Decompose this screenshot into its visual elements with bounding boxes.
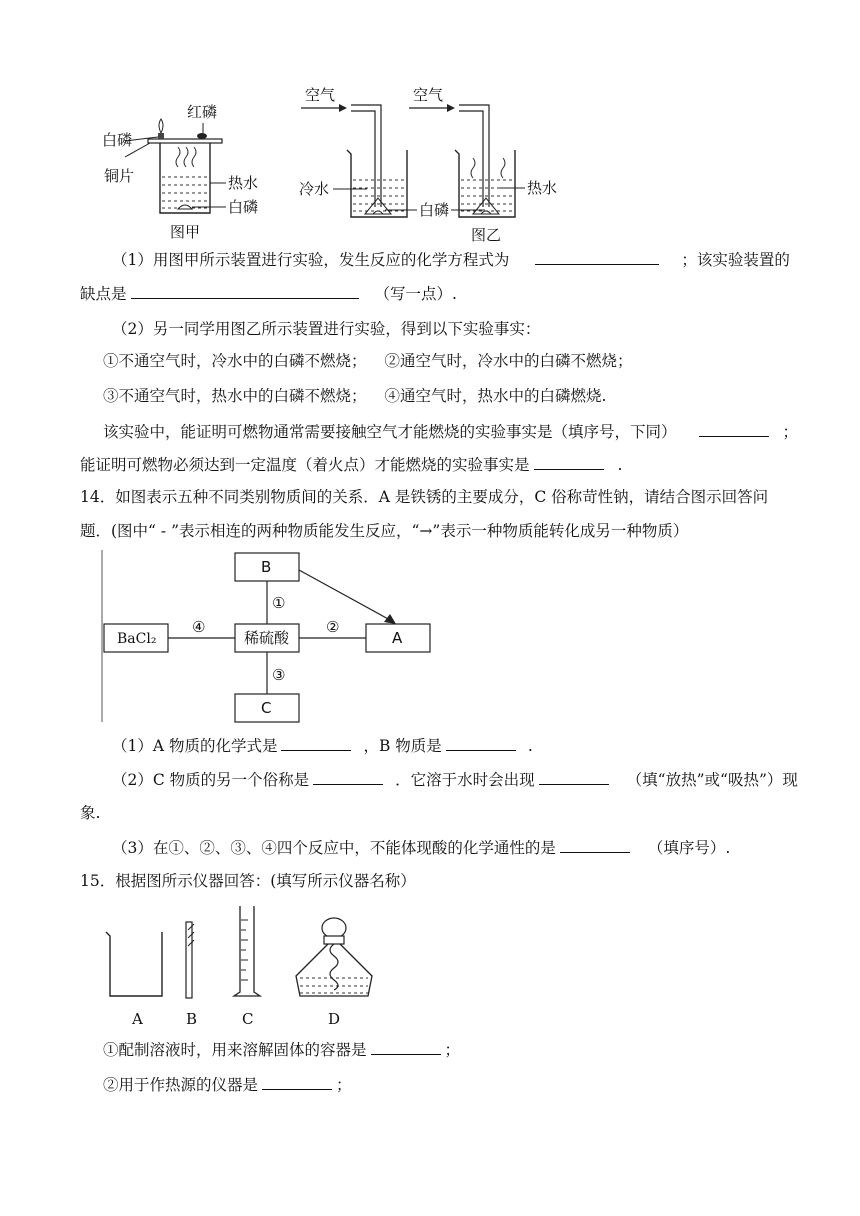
answer-blank-equation[interactable] bbox=[535, 248, 659, 265]
q14-a2-c: （填“放热”或“吸热”）现 bbox=[626, 771, 798, 789]
q13-p3-a: 该实验中，能证明可燃物通常需要接触空气才能燃烧的实验事实是（填序号，下同） bbox=[103, 423, 677, 441]
q14-a2-cont bbox=[80, 802, 780, 824]
q15-stem-text: 15．根据图所示仪器回答：(填写所示仪器名称） bbox=[80, 872, 416, 890]
q13-p1-c: 缺点是 bbox=[80, 285, 127, 303]
q14-a2-d: 象. bbox=[80, 804, 101, 822]
q13-p1-d: （写一点）. bbox=[374, 285, 457, 303]
label-air-2: 空气 bbox=[413, 86, 444, 104]
q13-p2: （2）另一同学用图乙所示装置进行实验，得到以下实验事实： bbox=[112, 320, 541, 338]
label-red-phosphorus: 红磷 bbox=[187, 103, 218, 121]
q13-p1-a: （1）用图甲所示装置进行实验，发生反应的化学方程式为 bbox=[112, 251, 510, 269]
reaction-mark-3: ③ bbox=[272, 666, 286, 684]
answer-blank-temperature-fact[interactable] bbox=[534, 453, 604, 470]
label-copper-plate: 铜片 bbox=[104, 167, 135, 185]
q15-i1-b: ； bbox=[444, 1041, 461, 1059]
label-hot-water-yi: 热水 bbox=[527, 179, 558, 197]
q14-a2-a: （2）C 物质的另一个俗称是 bbox=[112, 771, 310, 789]
q15-i1 bbox=[103, 1038, 803, 1061]
caption-yi: 图乙 bbox=[471, 226, 502, 244]
diagram-node-b: B bbox=[261, 558, 272, 576]
q13-p3-d: . bbox=[617, 456, 623, 474]
figure-yi bbox=[295, 82, 565, 247]
diagram-node-dilute-sulfuric-acid: 稀硫酸 bbox=[244, 629, 290, 647]
answer-blank-a-formula[interactable] bbox=[281, 734, 351, 751]
q14-a1 bbox=[112, 734, 812, 757]
q13-line3 bbox=[112, 318, 812, 340]
q15-i2-b: ； bbox=[336, 1076, 352, 1094]
answer-blank-c-common-name[interactable] bbox=[313, 768, 383, 785]
fact-4: ④通空气时，热水中的白磷燃烧. bbox=[384, 387, 607, 405]
q15-i2 bbox=[103, 1073, 803, 1096]
q13-facts-row1 bbox=[103, 350, 803, 372]
fact-3: ③不通空气时，热水中的白磷不燃烧； bbox=[103, 387, 367, 405]
q14-relationship-diagram bbox=[100, 550, 440, 730]
fact-1: ①不通空气时，冷水中的白磷不燃烧； bbox=[103, 352, 367, 370]
q14-a3 bbox=[112, 836, 812, 859]
q15-instruments bbox=[100, 900, 400, 1030]
q14-a3-b: （填序号）. bbox=[647, 839, 731, 857]
label-air-1: 空气 bbox=[305, 86, 336, 104]
answer-blank-heat-source[interactable] bbox=[262, 1073, 332, 1090]
q13-line2 bbox=[80, 282, 780, 305]
q15-i1-a: ①配制溶液时，用来溶解固体的容器是 bbox=[103, 1041, 367, 1059]
q13-line6 bbox=[103, 420, 803, 443]
answer-blank-dissolve-container[interactable] bbox=[371, 1038, 441, 1055]
q13-p3-b: ； bbox=[782, 423, 799, 441]
label-white-phosphorus-bottom: 白磷 bbox=[228, 198, 259, 216]
instrument-label-c: C bbox=[242, 1010, 254, 1028]
fact-2: ②通空气时，冷水中的白磷不燃烧； bbox=[384, 352, 633, 370]
caption-jia: 图甲 bbox=[170, 223, 201, 241]
instrument-label-d: D bbox=[328, 1010, 341, 1028]
q13-line1 bbox=[112, 248, 792, 271]
label-white-phosphorus-yi: 白磷 bbox=[419, 201, 450, 219]
q14-stem-text-2: 题．(图中“ - ”表示相连的两种物质能发生反应，“→”表示一种物质能转化成另一种物质） bbox=[80, 522, 689, 540]
reaction-mark-2: ② bbox=[326, 618, 340, 636]
instrument-label-a: A bbox=[132, 1010, 143, 1028]
diagram-node-c: C bbox=[261, 699, 272, 717]
diagram-node-a: A bbox=[392, 629, 403, 647]
reaction-mark-1: ① bbox=[272, 594, 286, 612]
label-white-phosphorus: 白磷 bbox=[102, 131, 133, 149]
q14-a1-b: ，B 物质是 bbox=[363, 737, 442, 755]
q13-p1-b: ；该实验装置的 bbox=[681, 251, 790, 269]
q15-stem bbox=[80, 870, 780, 892]
answer-blank-b-substance[interactable] bbox=[446, 734, 516, 751]
reaction-mark-4: ④ bbox=[192, 618, 206, 636]
q13-p3-c: 能证明可燃物必须达到一定温度（着火点）才能燃烧的实验事实是 bbox=[80, 456, 530, 474]
q14-stem-1 bbox=[80, 486, 780, 508]
q14-a1-c: . bbox=[527, 737, 533, 755]
answer-blank-heat[interactable] bbox=[539, 768, 609, 785]
q14-a2 bbox=[112, 768, 812, 791]
q13-facts-row2 bbox=[103, 385, 803, 407]
q15-i2-a: ②用于作热源的仪器是 bbox=[103, 1076, 259, 1094]
q14-a1-a: （1）A 物质的化学式是 bbox=[112, 737, 278, 755]
answer-blank-air-fact[interactable] bbox=[699, 420, 769, 437]
diagram-node-bacl2: BaCl₂ bbox=[117, 631, 157, 647]
label-cold-water: 冷水 bbox=[299, 180, 330, 198]
q14-stem-text-1: 14．如图表示五种不同类别物质间的关系．A 是铁锈的主要成分，C 俗称苛性钠，请结合图示回答问 bbox=[80, 488, 769, 506]
answer-blank-drawback[interactable] bbox=[131, 282, 359, 299]
answer-blank-reaction-number[interactable] bbox=[560, 836, 630, 853]
q14-a3-a: （3）在①、②、③、④四个反应中，不能体现酸的化学通性的是 bbox=[112, 839, 556, 857]
q13-line7 bbox=[80, 453, 780, 476]
figure-jia bbox=[100, 95, 280, 245]
instrument-label-b: B bbox=[186, 1010, 198, 1028]
label-hot-water: 热水 bbox=[228, 174, 259, 192]
q14-a2-b: ．它溶于水时会出现 bbox=[395, 771, 535, 789]
q14-stem-2 bbox=[80, 520, 780, 542]
